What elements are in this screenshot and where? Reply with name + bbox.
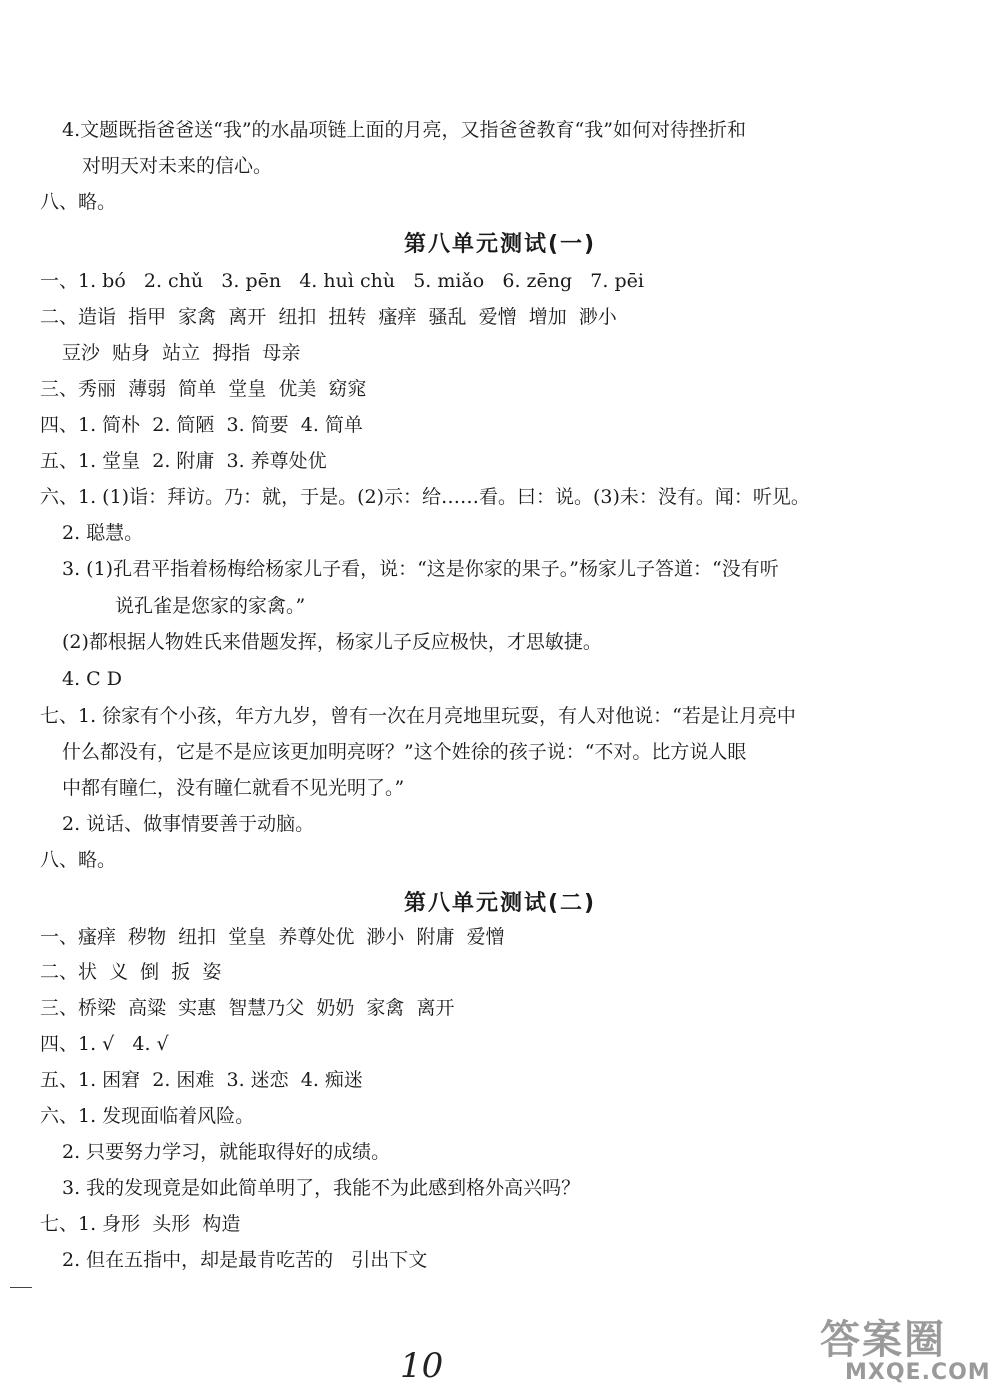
watermark-text: 答案圈 xyxy=(820,1317,946,1363)
answer-line: 六、1. (1)诣：拜访。乃：就，于是。(2)示：给……看。曰：说。(3)未：没有。闻：听见。 xyxy=(40,486,810,508)
answer-line: 3. 我的发现竟是如此简单明了，我能不为此感到格外高兴吗？ xyxy=(62,1177,581,1199)
answer-line: 3. (1)孔君平指着杨梅给杨家儿子看，说：“这是你家的果子。”杨家儿子答道：“没有听 xyxy=(62,558,779,580)
answer-line: 五、1. 堂皇 2. 附庸 3. 养尊处优 xyxy=(40,450,327,472)
answer-line: 七、1. 身形 头形 构造 xyxy=(40,1213,241,1235)
answer-line: 2. 说话、做事情要善于动脑。 xyxy=(62,813,315,835)
answer-line: 4. C D xyxy=(62,668,122,690)
answer-line: 三、秀丽 薄弱 简单 堂皇 优美 窈窕 xyxy=(40,378,367,400)
answer-line: 五、1. 困窘 2. 困难 3. 迷恋 4. 痴迷 xyxy=(40,1069,363,1091)
answer-line: 八、略。 xyxy=(40,191,117,213)
answer-line: 八、略。 xyxy=(40,849,117,871)
answer-line: 4.文题既指爸爸送“我”的水晶项链上面的月亮，又指爸爸教育“我”如何对待挫折和 xyxy=(62,119,746,141)
watermark-logo xyxy=(820,1308,995,1388)
answer-line: 2. 聪慧。 xyxy=(62,522,144,544)
answer-line: 四、1. √ 4. √ xyxy=(40,1033,169,1055)
answer-line: 中都有瞳仁，没有瞳仁就看不见光明了。” xyxy=(62,777,405,799)
answer-line: 说孔雀是您家的家禽。” xyxy=(115,595,306,617)
answer-line: 三、桥梁 高粱 实惠 智慧乃父 奶奶 家禽 离开 xyxy=(40,997,455,1019)
answer-line: 2. 只要努力学习，就能取得好的成绩。 xyxy=(62,1141,391,1163)
watermark-url: MXQE.COM xyxy=(845,1360,991,1385)
answer-line: 2. 但在五指中，却是最肯吃苦的 引出下文 xyxy=(62,1249,428,1271)
answer-line: 一、1. bó 2. chǔ 3. pēn 4. huì chù 5. miǎo 6. zēng 7. pēi xyxy=(40,270,644,292)
answer-line: 对明天对未来的信心。 xyxy=(82,155,273,177)
answer-line: 六、1. 发现面临着风险。 xyxy=(40,1105,255,1127)
answer-line: 一、瘙痒 秽物 纽扣 堂皇 养尊处优 渺小 附庸 爱憎 xyxy=(40,926,505,948)
answer-line: 二、状 义 倒 扳 姿 xyxy=(40,961,222,983)
answer-line: (2)都根据人物姓氏来借题发挥，杨家儿子反应极快，才思敏捷。 xyxy=(62,631,602,653)
section-title-unit8-test2: 第八单元测试(二) xyxy=(403,891,597,916)
margin-dash xyxy=(10,1287,32,1288)
answer-line: 豆沙 贴身 站立 拇指 母亲 xyxy=(62,342,301,364)
section-title-unit8-test1: 第八单元测试(一) xyxy=(403,232,597,257)
answer-line: 七、1. 徐家有个小孩，年方九岁，曾有一次在月亮地里玩耍，有人对他说：“若是让月亮中 xyxy=(40,705,796,727)
answer-line: 四、1. 简朴 2. 简陋 3. 简要 4. 简单 xyxy=(40,414,363,436)
answer-line: 二、造诣 指甲 家禽 离开 纽扣 扭转 瘙痒 骚乱 爱憎 增加 渺小 xyxy=(40,306,617,328)
answer-line: 什么都没有，它是不是应该更加明亮呀？”这个姓徐的孩子说：“不对。比方说人眼 xyxy=(62,741,747,763)
page-number: 10 xyxy=(400,1346,444,1386)
